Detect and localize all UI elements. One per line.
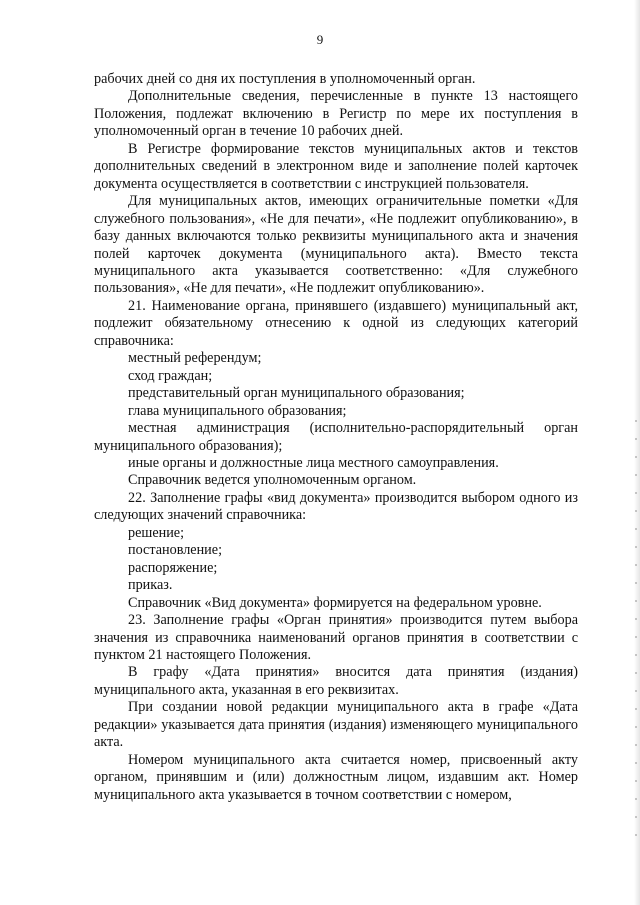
- list-item: решение;: [128, 524, 185, 541]
- paragraph: В графу «Дата принятия» вносится дата принятия (издания) муниципального акта, указанная в его реквизитах.: [94, 664, 578, 698]
- document-body: [94, 71, 578, 804]
- page-number: 9: [316, 32, 324, 47]
- paragraph: 23. Заполнение графы «Орган принятия» производится путем выбора значения из справочника наименований органов принятия в соответствии с пунктом 21 настоящего Положения.: [94, 612, 578, 663]
- list-item: местная администрация (исполнительно-распорядительный орган муниципального образования);: [94, 420, 578, 454]
- list-item: постановление;: [128, 542, 223, 559]
- list-item: приказ.: [128, 577, 173, 594]
- list-item: Справочник ведется уполномоченным органом.: [128, 472, 417, 489]
- paragraph: В Регистре формирование текстов муниципальных актов и текстов дополнительных сведений в электронном виде и заполнение полей карточек документа осуществляется в соответствии с инструкцией пользователя.: [94, 140, 578, 192]
- list-item: Справочник «Вид документа» формируется на федеральном уровне.: [128, 594, 542, 611]
- paragraph: Для муниципальных актов, имеющих ограничительные пометки «Для служебного пользования», «Не для печати», «Не подлежит опубликованию», в базу данных включаются только реквизиты муниципального акта и значения полей карточек документа (муниципального акта). Вместо текста муниципального акта указывается соответственно: «Для служебного пользования», «Не для печати», «Не подлежит опубликованию».: [94, 193, 578, 297]
- scan-edge-marks: [635, 420, 637, 840]
- paragraph: Номером муниципального акта считается номер, присвоенный акту органом, принявшим и (или) должностным лицом, издавшим акт. Номер муниципального акта указывается в точном соответствии с номером,: [94, 751, 578, 803]
- list-item: сход граждан;: [128, 367, 213, 384]
- list-item: иные органы и должностные лица местного самоуправления.: [128, 454, 499, 471]
- paragraph: При создании новой редакции муниципального акта в графе «Дата редакции» указывается дата принятия (издания) изменяющего муниципального акта.: [94, 699, 578, 751]
- paragraph: 21. Наименование органа, принявшего (издавшего) муниципальный акт, подлежит обязательному отнесению к одной из следующих категорий справочника:: [94, 297, 578, 349]
- list-item: глава муниципального образования;: [128, 402, 347, 419]
- list-item: представительный орган муниципального образования;: [128, 385, 465, 402]
- list-item: распоряжение;: [128, 559, 218, 576]
- paragraph: Дополнительные сведения, перечисленные в пункте 13 настоящего Положения, подлежат включению в Регистр по мере их поступления в уполномоченный орган в течение 10 рабочих дней.: [94, 88, 578, 140]
- list-item: местный референдум;: [128, 350, 262, 367]
- paragraph: 22. Заполнение графы «вид документа» производится выбором одного из следующих значений справочника:: [94, 489, 578, 524]
- paragraph: рабочих дней со дня их поступления в уполномоченный орган.: [94, 71, 476, 87]
